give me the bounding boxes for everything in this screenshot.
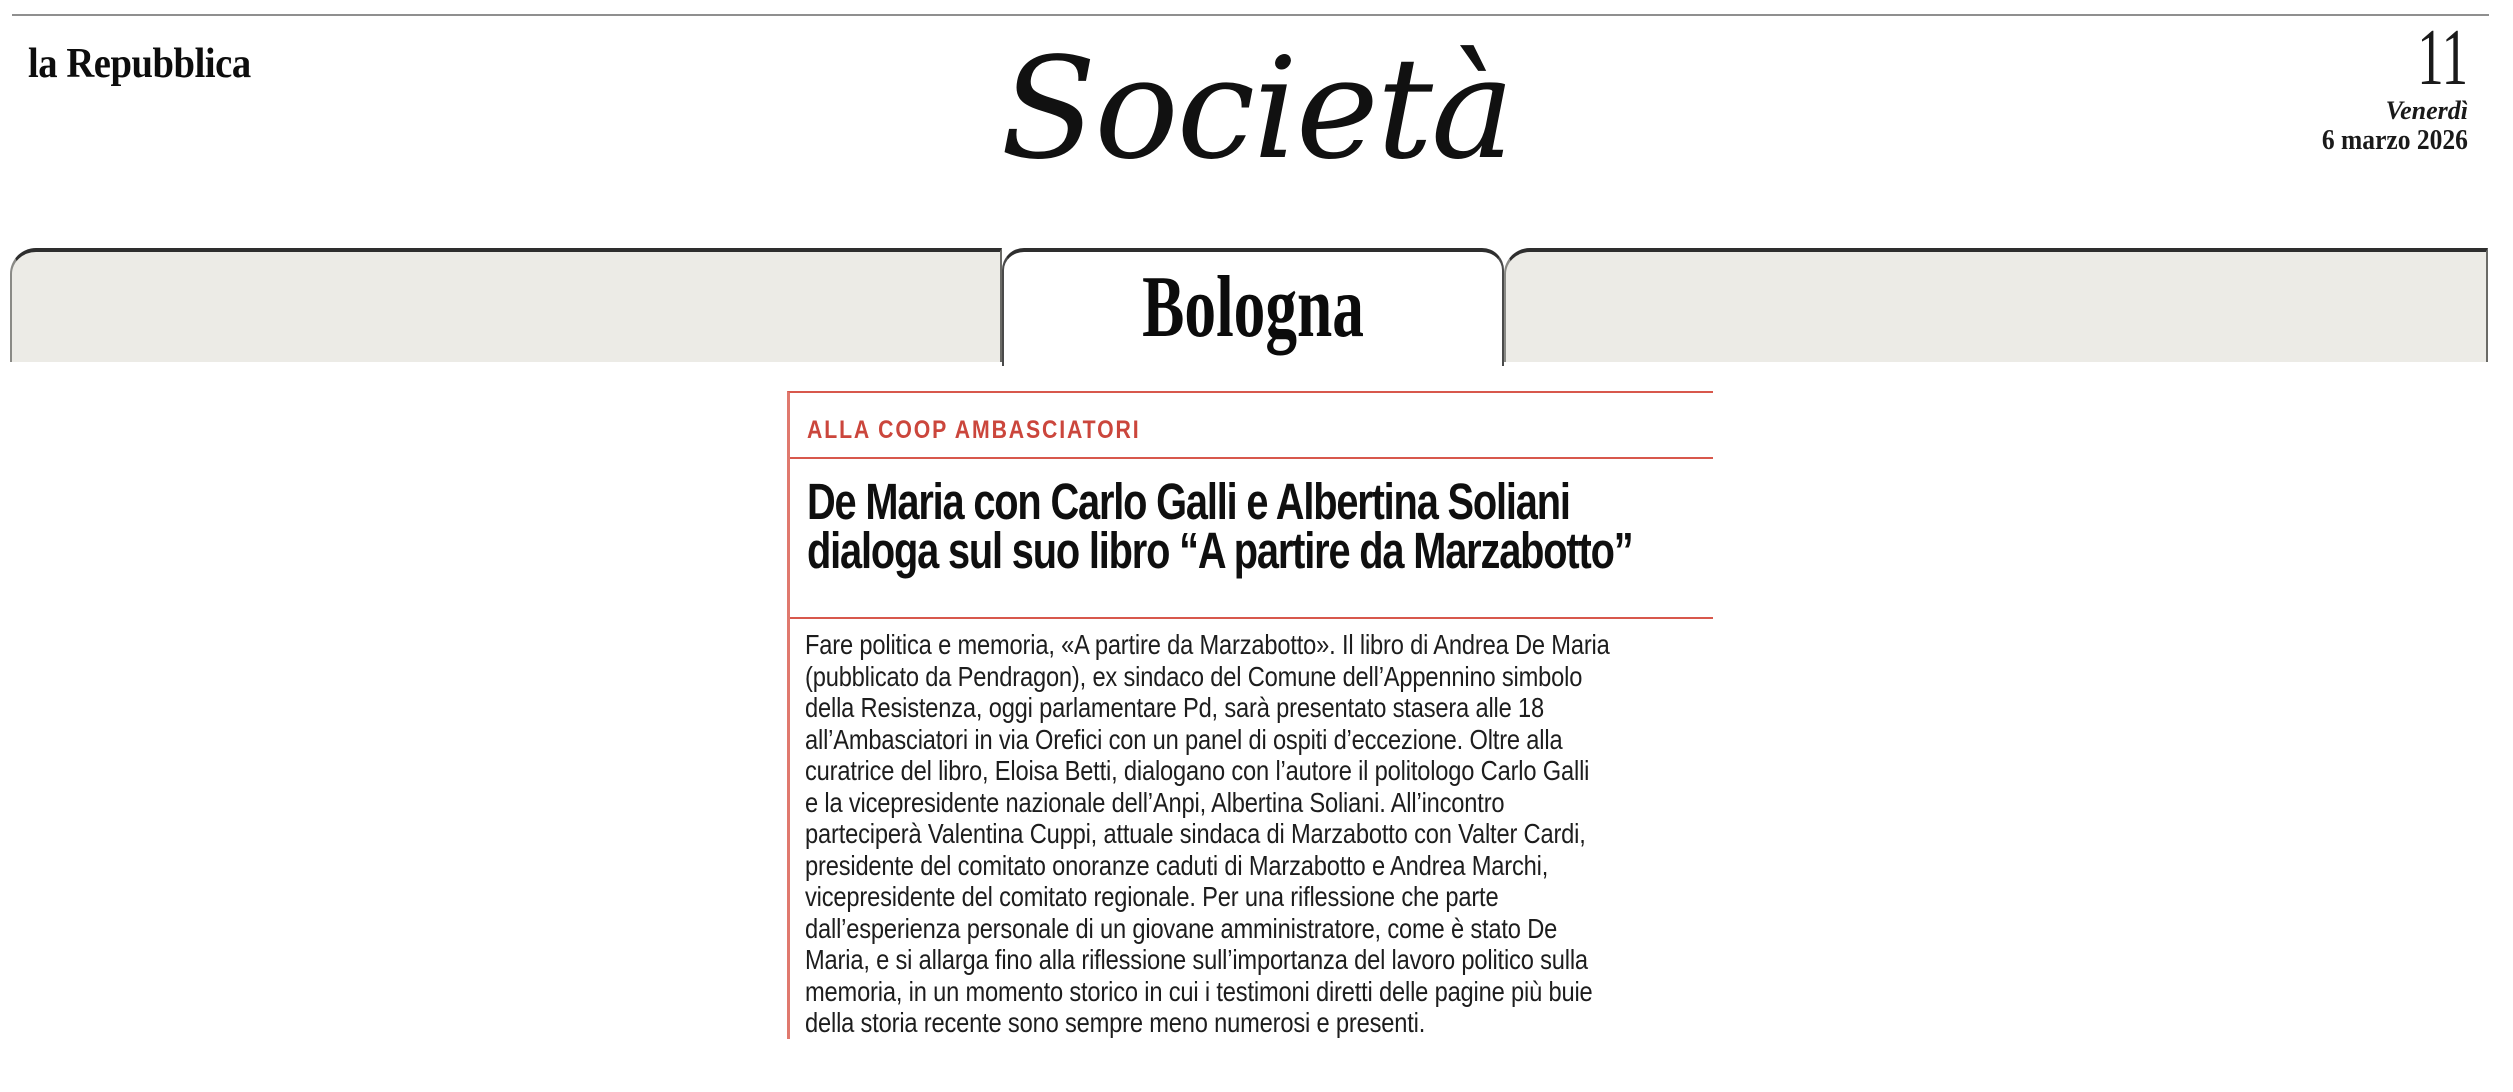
body-line: vicepresidente del comitato regionale. Per una riflessione che parte bbox=[805, 881, 1499, 912]
article-card bbox=[787, 391, 1713, 1039]
page-date: 6 marzo 2026 bbox=[2322, 124, 2468, 156]
body-line: della Resistenza, oggi parlamentare Pd, sarà presentato stasera alle 18 bbox=[805, 692, 1544, 723]
tab-bologna-label: Bologna bbox=[1142, 259, 1364, 356]
section-title: Società bbox=[1000, 28, 1513, 191]
body-line: parteciperà Valentina Cuppi, attuale sindaca di Marzabotto con Valter Cardi, bbox=[805, 818, 1586, 849]
newspaper-logo: la Repubblica bbox=[28, 41, 251, 87]
page-info bbox=[2148, 0, 2468, 170]
body-line: (pubblicato da Pendragon), ex sindaco del Comune dell’Appennino simbolo bbox=[805, 660, 1583, 692]
article-body bbox=[805, 629, 1735, 1039]
masthead-divider bbox=[12, 14, 2489, 16]
headline-line: De Maria con Carlo Galli e Albertina Soliani bbox=[807, 473, 1570, 530]
body-line: della storia recente sono sempre meno numerosi e presenti. bbox=[805, 1007, 1426, 1038]
body-line: all’Ambasciatori in via Orefici con un panel di ospiti d’eccezione. Oltre alla bbox=[805, 723, 1563, 755]
body-line: presidente del comitato onoranze caduti di Marzabotto e Andrea Marchi, bbox=[805, 849, 1549, 881]
body-line: dall’esperienza personale di un giovane amministratore, come è stato De bbox=[805, 912, 1558, 944]
body-line: memoria, in un momento storico in cui i testimoni diretti delle pagine più buie bbox=[805, 975, 1593, 1007]
headline-line: dialoga sul suo libro “A partire da Marzabotto” bbox=[807, 522, 1633, 579]
article-headline bbox=[807, 473, 1633, 579]
headline-rule bbox=[790, 617, 1713, 619]
tab-left-blank[interactable] bbox=[10, 248, 1002, 362]
body-line: Maria, e si allarga fino alla riflessione sull’importanza del lavoro politico sulla bbox=[805, 944, 1588, 975]
page-day: Venerdì bbox=[2385, 96, 2468, 125]
kicker-rule bbox=[790, 457, 1713, 459]
article-kicker: ALLA COOP AMBASCIATORI bbox=[807, 416, 1141, 444]
tab-right-blank[interactable] bbox=[1504, 248, 2488, 362]
body-line: curatrice del libro, Eloisa Betti, dialogano con l’autore il politologo Carlo Galli bbox=[805, 755, 1590, 786]
page-number: 11 bbox=[2417, 14, 2468, 102]
body-line: e la vicepresidente nazionale dell’Anpi, Albertina Soliani. All’incontro bbox=[805, 786, 1505, 818]
tab-bologna[interactable] bbox=[1002, 248, 1504, 366]
body-line: Fare politica e memoria, «A partire da Marzabotto». Il libro di Andrea De Maria bbox=[805, 629, 1610, 660]
